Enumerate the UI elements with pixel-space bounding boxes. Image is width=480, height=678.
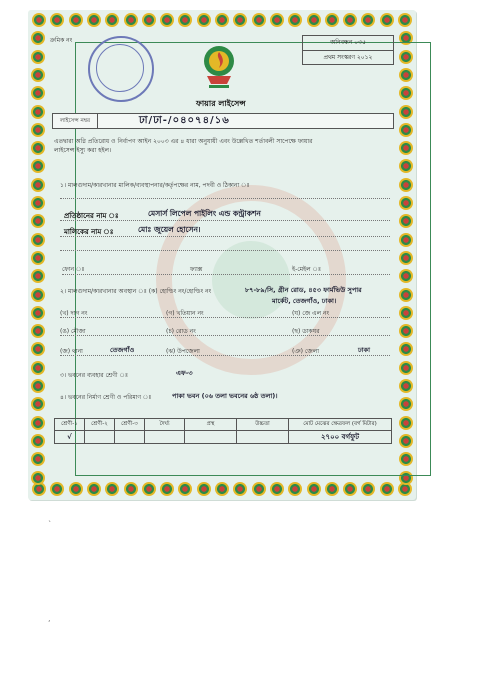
medal-icon: [31, 434, 45, 448]
medal-icon: [307, 13, 321, 27]
item4-value: পাকা ভবন (০৬ তলা ভবনের ৬ষ্ঠ তলা)।: [172, 392, 278, 400]
medal-icon: [31, 306, 45, 320]
item4-label: ৪। ভবনের নির্মাণ শ্রেণী ও পরিমাণ ঃ: [60, 394, 152, 401]
medal-icon: [178, 482, 192, 496]
medal-icon: [142, 482, 156, 496]
medal-icon: [197, 13, 211, 27]
medal-icon: [160, 482, 174, 496]
field-thana: (জ) থানা: [60, 348, 83, 355]
medal-icon: [215, 13, 229, 27]
intro-line-2: লাইসেন্স ইস্যু করা হইল।: [54, 147, 112, 154]
medal-icon: [142, 13, 156, 27]
medal-icon: [124, 482, 138, 496]
medal-icon: [178, 13, 192, 27]
medal-icon: [288, 13, 302, 27]
field-post: (ছ) ডাকঘর: [292, 328, 320, 335]
table-header-cell: শ্রেণী-৩: [115, 419, 145, 431]
table-header-row: [55, 419, 392, 431]
medal-icon: [233, 13, 247, 27]
field-dag: (খ) দাগ নং: [60, 310, 88, 317]
medal-icon: [160, 13, 174, 27]
field-road: (চ) রোড নং: [166, 328, 196, 335]
table-cell: √: [55, 431, 85, 444]
email-label: ই-মেইল ঃ: [292, 266, 322, 273]
medal-icon: [343, 13, 357, 27]
medal-icon: [343, 482, 357, 496]
medal-icon: [361, 482, 375, 496]
medal-icon: [31, 452, 45, 466]
fax-label: ফ্যাক্স: [190, 266, 203, 273]
item3-label: ৩। ভবনের ব্যবহার শ্রেণী ঃ: [60, 372, 129, 379]
table-cell: [185, 431, 237, 444]
medal-icon: [233, 482, 247, 496]
medal-icon: [31, 105, 45, 119]
table-cell: [237, 431, 289, 444]
field-khatian: (গ) খতিয়ান নং: [166, 310, 204, 317]
field-jl: (ঘ) জে এল নং: [292, 310, 330, 317]
medal-icon: [197, 482, 211, 496]
document-title: ফায়ার লাইসেন্স: [196, 99, 246, 108]
medal-icon: [31, 288, 45, 302]
medal-icon: [31, 86, 45, 100]
medal-icon: [69, 13, 83, 27]
medal-icon: [307, 482, 321, 496]
edition-top: অনিবন্ধন ০৩৫: [330, 39, 366, 46]
medal-icon: [31, 196, 45, 210]
license-number-label: লাইসেন্স নম্বর: [53, 114, 98, 128]
table-header-cell: প্রস্থ: [185, 419, 237, 431]
field-district: (ঞ) জেলা: [292, 348, 319, 355]
thana-value: তেজগাঁও: [110, 346, 135, 354]
license-number-box: [52, 113, 394, 129]
medal-icon: [31, 233, 45, 247]
medal-icon: [31, 214, 45, 228]
medal-icon: [105, 482, 119, 496]
medal-icon: [215, 482, 229, 496]
medal-icon: [50, 482, 64, 496]
item1-label: ১। মালগুদাম/কারখানার মালিক/ব্যবস্থাপনার/কর্তৃপক্ষের নাম, পদবী ও ঠিকানা ঃ: [60, 182, 250, 189]
table-header-cell: উচ্চতা: [237, 419, 289, 431]
medal-icon: [124, 13, 138, 27]
item2-label: ২। মালগুদাম/কারখানার অবস্থান ঃ (ক) হোল্ডিং নং/হোল্ডিং নং: [60, 288, 212, 295]
medal-icon: [31, 361, 45, 375]
medal-icon: [31, 123, 45, 137]
field-mouza: (ঙ) মৌজা: [60, 328, 86, 335]
medal-icon: [31, 416, 45, 430]
table-cell: [85, 431, 115, 444]
item3-value: এফ-৩: [176, 369, 193, 377]
owner-name-label: মালিকের নাম ঃ: [64, 228, 114, 236]
medal-icon: [87, 13, 101, 27]
medal-icon: [288, 482, 302, 496]
paper-mark: ,: [48, 614, 51, 623]
medal-icon: [69, 482, 83, 496]
table-cell: [145, 431, 185, 444]
round-seal-stamp: [88, 36, 154, 102]
table-row: [55, 431, 392, 444]
table-cell: ২৭০০ বর্গফুট: [289, 431, 392, 444]
medal-icon: [31, 379, 45, 393]
medal-icon: [270, 13, 284, 27]
medal-icon: [31, 251, 45, 265]
medal-icon: [380, 13, 394, 27]
edition-box: [302, 35, 394, 65]
district-value: ঢাকা: [358, 346, 370, 354]
medal-icon: [31, 324, 45, 338]
medal-icon: [398, 13, 412, 27]
phone-label: ফোন ঃ: [62, 266, 85, 273]
table-cell: [115, 431, 145, 444]
fire-service-emblem-icon: [199, 44, 239, 90]
address-line-1: ৮৭-৮৯/সি, গ্রীন রোড, ৪৫৩ ফার্মভিউ সুপার: [245, 286, 362, 294]
medal-icon: [105, 13, 119, 27]
medal-icon: [50, 13, 64, 27]
medal-icon: [31, 31, 45, 45]
medal-icon: [325, 482, 339, 496]
table-header-cell: দৈর্ঘ্য: [145, 419, 185, 431]
medal-icon: [31, 159, 45, 173]
medal-icon: [325, 13, 339, 27]
medal-icon: [31, 342, 45, 356]
table-header-cell: শ্রেণী-২: [85, 419, 115, 431]
medal-icon: [380, 482, 394, 496]
medal-icon: [361, 13, 375, 27]
org-name-label: প্রতিষ্ঠানের নাম ঃ: [64, 212, 119, 220]
address-line-2: মার্কেট, তেজগাঁও, ঢাকা।: [272, 297, 337, 305]
medal-icon: [31, 178, 45, 192]
medal-icon: [252, 13, 266, 27]
medal-icon: [31, 141, 45, 155]
license-number-value: ঢা/ঢা-/০৪০৭৪/১৬: [139, 115, 230, 126]
org-name-value: মেসার্স লিপেল পাইলিং এন্ড কন্ট্রাকশন: [148, 209, 261, 218]
edition-bottom: প্রথম সংস্করণ ২০১২: [303, 50, 393, 65]
paper-mark: `: [48, 520, 52, 529]
medal-icon: [31, 68, 45, 82]
medal-icon: [31, 471, 45, 485]
building-class-table: [54, 418, 392, 444]
table-header-cell: শ্রেণী-১: [55, 419, 85, 431]
medal-icon: [270, 482, 284, 496]
intro-line-1: এতদ্বারা অগ্নি প্রতিরোধ ও নির্বাপণ আইন ২০০৩ এর ৪ ধারা অনুযায়ী এবং উল্লেখিত শর্তাবলী সাপেক্ষে ফায়ার: [54, 138, 313, 145]
medal-icon: [31, 269, 45, 283]
medal-icon: [252, 482, 266, 496]
table-header-cell: মোট মেঝের ক্ষেত্রফল (বর্গ মিটার): [289, 419, 392, 431]
medal-icon: [31, 397, 45, 411]
serial-label: ক্রমিক নং: [50, 37, 73, 44]
medal-icon: [31, 50, 45, 64]
medal-icon: [32, 13, 46, 27]
owner-name-value: মোঃ জুয়েল হোসেন।: [138, 225, 201, 234]
field-upazila: (ঝ) উপজেলা: [166, 348, 200, 355]
medal-icon: [87, 482, 101, 496]
